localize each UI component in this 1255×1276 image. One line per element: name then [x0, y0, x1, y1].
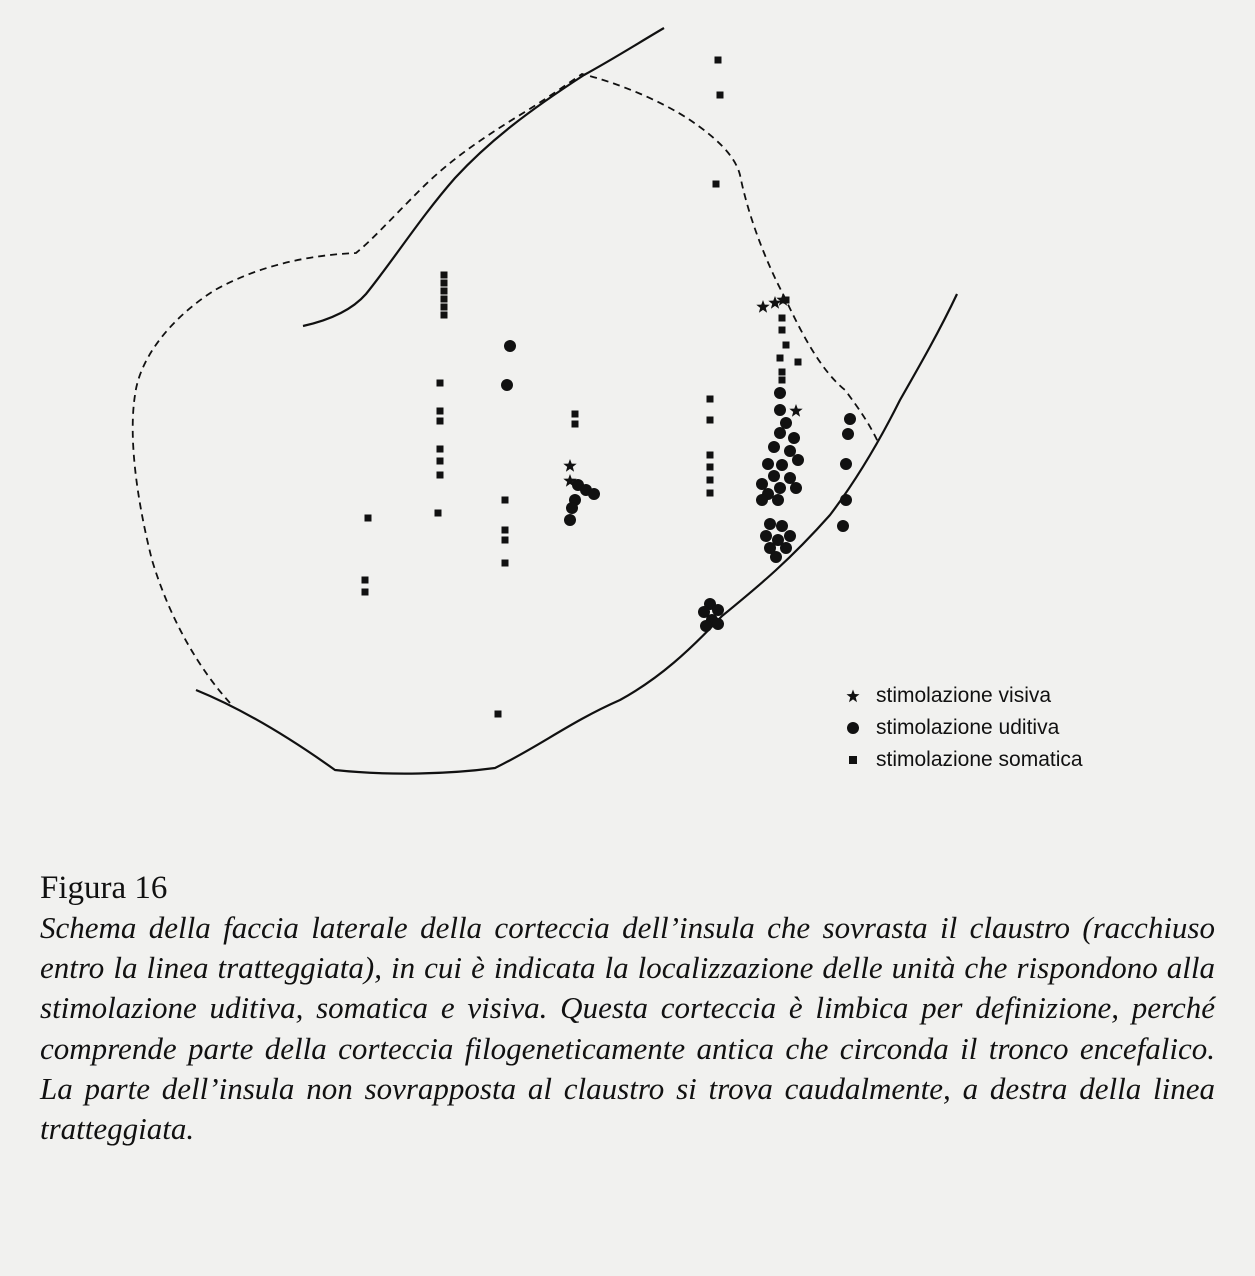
auditory-site-mark [790, 482, 802, 494]
somatic-site-mark [502, 560, 509, 567]
somatic-site-mark [572, 421, 579, 428]
auditory-site-mark [776, 520, 788, 532]
figure-caption [40, 868, 1215, 1149]
auditory-site-mark [780, 417, 792, 429]
auditory-site-mark [774, 427, 786, 439]
auditory-site-mark [712, 618, 724, 630]
auditory-site-mark [774, 404, 786, 416]
somatic-site-mark [441, 272, 448, 279]
square-icon [842, 753, 876, 767]
insula-upper-boundary [303, 28, 664, 326]
auditory-site-mark [842, 428, 854, 440]
somatic-site-mark [441, 296, 448, 303]
somatic-site-mark [502, 537, 509, 544]
figure-number: Figura 16 [40, 870, 168, 906]
legend-item-auditory [842, 712, 1083, 744]
somatic-site-mark [435, 510, 442, 517]
somatic-site-mark [707, 417, 714, 424]
auditory-site-mark [844, 413, 856, 425]
somatic-site-mark [713, 181, 720, 188]
somatic-site-mark [795, 359, 802, 366]
somatic-site-mark [779, 369, 786, 376]
auditory-site-mark [780, 542, 792, 554]
somatic-site-mark [779, 315, 786, 322]
somatic-site-mark [779, 377, 786, 384]
auditory-site-mark [501, 379, 513, 391]
auditory-site-mark [712, 604, 724, 616]
somatic-site-mark [715, 57, 722, 64]
auditory-site-mark [774, 482, 786, 494]
legend-label-auditory: stimolazione uditiva [876, 716, 1060, 739]
somatic-site-mark [441, 304, 448, 311]
somatic-site-mark [437, 446, 444, 453]
somatic-site-mark [437, 408, 444, 415]
somatic-site-mark [362, 589, 369, 596]
legend-label-visual: stimolazione visiva [876, 684, 1052, 707]
somatic-site-mark [777, 355, 784, 362]
somatic-site-mark [707, 396, 714, 403]
somatic-site-mark [717, 92, 724, 99]
auditory-site-mark [768, 470, 780, 482]
legend-label-somatic: stimolazione somatica [876, 748, 1083, 771]
visual-site-mark [789, 404, 802, 417]
auditory-site-mark [756, 478, 768, 490]
somatic-site-mark [441, 280, 448, 287]
somatic-site-mark [495, 711, 502, 718]
auditory-site-mark [784, 445, 796, 457]
auditory-site-mark [784, 530, 796, 542]
recording-sites [362, 57, 857, 718]
auditory-site-mark [760, 530, 772, 542]
somatic-site-mark [437, 458, 444, 465]
auditory-site-mark [700, 620, 712, 632]
somatic-site-mark [779, 327, 786, 334]
auditory-site-mark [792, 454, 804, 466]
somatic-site-mark [783, 342, 790, 349]
auditory-site-mark [840, 458, 852, 470]
somatic-site-mark [437, 418, 444, 425]
auditory-site-mark [770, 551, 782, 563]
auditory-site-mark [564, 514, 576, 526]
somatic-site-mark [707, 452, 714, 459]
auditory-site-mark [588, 488, 600, 500]
circle-icon [842, 721, 876, 735]
somatic-site-mark [502, 497, 509, 504]
somatic-site-mark [707, 464, 714, 471]
auditory-site-mark [756, 494, 768, 506]
auditory-site-mark [566, 502, 578, 514]
somatic-site-mark [365, 515, 372, 522]
legend [842, 680, 1083, 776]
somatic-site-mark [441, 288, 448, 295]
legend-item-visual [842, 680, 1083, 712]
auditory-site-mark [840, 494, 852, 506]
visual-site-mark [776, 293, 789, 306]
auditory-site-mark [776, 459, 788, 471]
somatic-site-mark [441, 312, 448, 319]
auditory-site-mark [837, 520, 849, 532]
auditory-site-mark [772, 494, 784, 506]
auditory-site-mark [504, 340, 516, 352]
auditory-site-mark [784, 472, 796, 484]
auditory-site-mark [762, 458, 774, 470]
somatic-site-mark [572, 411, 579, 418]
auditory-site-mark [764, 518, 776, 530]
somatic-site-mark [362, 577, 369, 584]
somatic-site-mark [707, 477, 714, 484]
auditory-site-mark [788, 432, 800, 444]
visual-site-mark [563, 459, 576, 472]
somatic-site-mark [437, 380, 444, 387]
auditory-site-mark [774, 387, 786, 399]
caption-text: Schema della faccia laterale della corteccia dell’insula che sovrasta il claustro (racchiuso entro la linea tratteggiata), in cui è indicata la localizzazione delle unità che rispondono alla stimolazione uditiva, somatica e visiva. Questa corteccia è limbica per definizione, perché comprende parte della corteccia filogeneticamente antica che circonda il tronco encefalico. La parte dell’insula non sovrapposta al claustro si trova caudalmente, a destra della linea tratteggiata. [40, 910, 1215, 1147]
somatic-site-mark [502, 527, 509, 534]
somatic-site-mark [437, 472, 444, 479]
somatic-site-mark [707, 490, 714, 497]
legend-item-somatic [842, 744, 1083, 776]
auditory-site-mark [768, 441, 780, 453]
visual-site-mark [756, 300, 769, 313]
star-icon [842, 689, 876, 703]
